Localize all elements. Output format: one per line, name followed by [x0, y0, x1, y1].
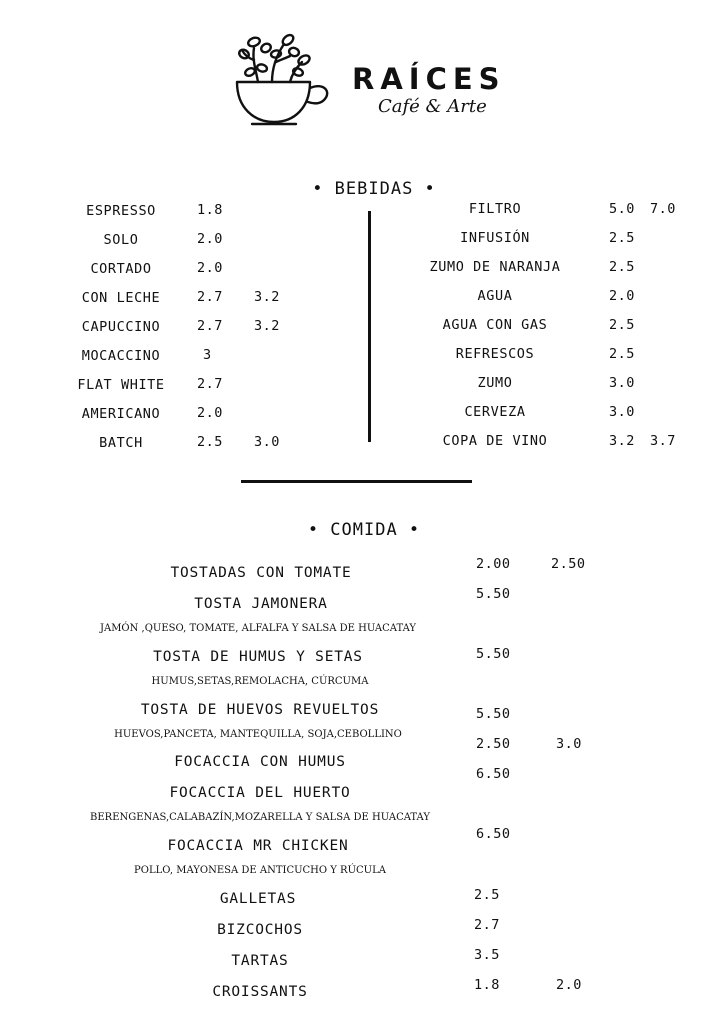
drink-price-large: 3.7 — [650, 433, 676, 449]
food-price: 5.50 — [476, 646, 511, 662]
drink-name: SOLO — [103, 232, 139, 248]
food-price-large: 2.0 — [556, 977, 582, 993]
food-name: TOSTA JAMONERA — [194, 596, 328, 612]
drink-name: FLAT WHITE — [77, 377, 165, 393]
column-divider — [368, 211, 371, 442]
drink-price: 1.8 — [197, 202, 223, 218]
food-description: JAMÓN ,QUESO, TOMATE, ALFALFA Y SALSA DE HUACATAY — [99, 623, 417, 634]
drink-price: 2.5 — [197, 434, 223, 450]
food-price: 5.50 — [476, 706, 511, 722]
drink-price: 2.5 — [609, 317, 635, 333]
food-price: 5.50 — [476, 586, 511, 602]
drink-name: CAPUCCINO — [81, 319, 161, 335]
drink-name: BATCH — [99, 435, 143, 451]
brand-name: RAÍCES — [352, 62, 506, 96]
food-price: 2.50 — [476, 736, 511, 752]
bebidas-title: • BEBIDAS • — [312, 179, 436, 199]
drink-price-large: 7.0 — [650, 201, 676, 217]
drink-name: REFRESCOS — [455, 346, 535, 362]
food-name: FOCACCIA DEL HUERTO — [169, 785, 351, 801]
food-price: 3.5 — [474, 947, 500, 963]
drink-name: COPA DE VINO — [442, 433, 548, 449]
drink-price: 2.7 — [197, 376, 223, 392]
food-price: 2.5 — [474, 887, 500, 903]
drink-price: 5.0 — [609, 201, 635, 217]
drink-price: 2.5 — [609, 230, 635, 246]
food-description: HUMUS,SETAS,REMOLACHA, CÚRCUMA — [151, 676, 369, 687]
drink-name: ZUMO — [477, 375, 513, 391]
comida-title: • COMIDA • — [307, 520, 421, 540]
food-name: GALLETAS — [219, 891, 297, 907]
food-description: POLLO, MAYONESA DE ANTICUCHO Y RÚCULA — [134, 865, 386, 876]
drink-price: 3.2 — [609, 433, 635, 449]
drink-name: CERVEZA — [464, 404, 526, 420]
drink-name: MOCACCINO — [81, 348, 161, 364]
cup-with-plant-icon — [232, 30, 337, 130]
drink-name: FILTRO — [468, 201, 522, 217]
drink-price: 2.7 — [197, 318, 223, 334]
food-description: HUEVOS,PANCETA, MANTEQUILLA, SOJA,CEBOLLINO — [114, 729, 402, 740]
drink-name: ZUMO DE NARANJA — [429, 259, 561, 275]
food-name: TOSTADAS CON TOMATE — [170, 565, 352, 581]
drink-price: 2.7 — [197, 289, 223, 305]
food-name: FOCACCIA CON HUMUS — [174, 754, 346, 770]
food-price-large: 3.0 — [556, 736, 582, 752]
drink-price: 2.0 — [609, 288, 635, 304]
food-name: BIZCOCHOS — [217, 922, 303, 938]
drink-price: 3.0 — [609, 404, 635, 420]
drink-name: AGUA — [477, 288, 513, 304]
section-divider — [241, 480, 472, 483]
drink-price: 2.0 — [197, 405, 223, 421]
drink-name: AMERICANO — [81, 406, 161, 422]
drink-price: 2.5 — [609, 259, 635, 275]
food-name: FOCACCIA MR CHICKEN — [167, 838, 349, 854]
drink-price-large: 3.0 — [254, 434, 280, 450]
food-name: TOSTA DE HUEVOS REVUELTOS — [140, 702, 380, 718]
food-name: CROISSANTS — [212, 984, 308, 1000]
food-name: TOSTA DE HUMUS Y SETAS — [153, 649, 363, 665]
drink-price: 2.0 — [197, 231, 223, 247]
drink-price-large: 3.2 — [254, 289, 280, 305]
drink-name: INFUSIÓN — [460, 230, 530, 246]
drink-name: AGUA CON GAS — [442, 317, 548, 333]
drink-price: 2.0 — [197, 260, 223, 276]
food-price-large: 2.50 — [551, 556, 586, 572]
drink-price: 2.5 — [609, 346, 635, 362]
food-price: 6.50 — [476, 766, 511, 782]
drink-name: ESPRESSO — [86, 203, 156, 219]
drink-name: CON LECHE — [81, 290, 161, 306]
food-price: 1.8 — [474, 977, 500, 993]
brand-tagline: Café & Arte — [378, 96, 487, 117]
drink-price: 3.0 — [609, 375, 635, 391]
food-price: 2.7 — [474, 917, 500, 933]
food-description: BERENGENAS,CALABAZÍN,MOZARELLA Y SALSA DE HUACATAY — [90, 812, 430, 823]
drink-price-large: 3.2 — [254, 318, 280, 334]
food-price: 2.00 — [476, 556, 511, 572]
drink-price: 3 — [203, 347, 212, 363]
drink-name: CORTADO — [90, 261, 152, 277]
food-price: 6.50 — [476, 826, 511, 842]
food-name: TARTAS — [231, 953, 289, 969]
